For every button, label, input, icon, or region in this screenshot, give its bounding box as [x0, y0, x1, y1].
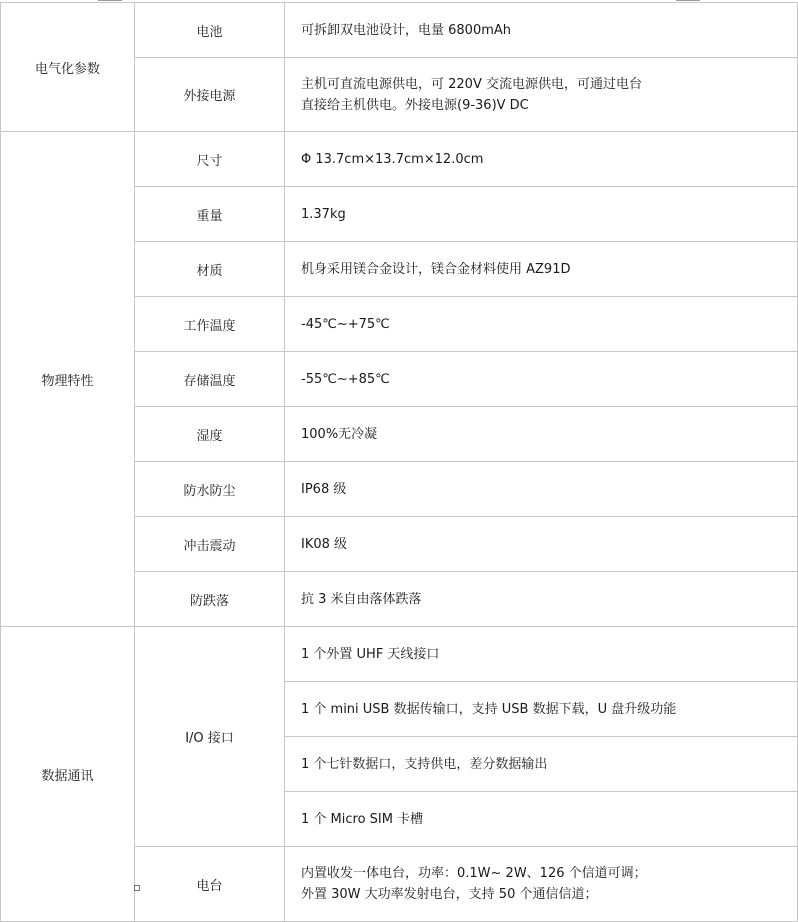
param-value: 抗 3 米自由落体跌落: [285, 572, 798, 627]
value-line: 内置收发一体电台，功率：0.1W~ 2W、126 个信道可调；: [301, 866, 647, 881]
value-line: 外置 30W 大功率发射电台，支持 50 个通信信道；: [301, 887, 598, 902]
param-name: 存储温度: [135, 352, 285, 407]
param-name: 重量: [135, 187, 285, 242]
param-name: 防水防尘: [135, 462, 285, 517]
category-cell: 电气化参数: [1, 3, 135, 132]
table-row: [1, 132, 798, 187]
param-name: 电池: [135, 3, 285, 58]
table-row: [1, 627, 798, 682]
param-value: IK08 级: [285, 517, 798, 572]
spec-table: [0, 2, 798, 922]
param-value: 1.37kg: [285, 187, 798, 242]
param-name: 湿度: [135, 407, 285, 462]
param-value: IP68 级: [285, 462, 798, 517]
param-value: 1 个七针数据口，支持供电，差分数据输出: [285, 737, 798, 792]
category-cell: 数据通讯: [1, 627, 135, 922]
value-line: 主机可直流电源供电，可 220V 交流电源供电，可通过电台: [301, 76, 642, 92]
param-name: I/O 接口: [135, 627, 285, 847]
param-value: 1 个 mini USB 数据传输口，支持 USB 数据下载，U 盘升级功能: [285, 682, 798, 737]
param-name: 电台: [135, 847, 285, 922]
param-value: 机身采用镁合金设计，镁合金材料使用 AZ91D: [285, 242, 798, 297]
anchor-marker: [134, 885, 140, 891]
param-value: 1 个外置 UHF 天线接口: [285, 627, 798, 682]
value-line: 直接给主机供电。外接电源(9-36)V DC: [301, 97, 529, 113]
param-value: -55℃~+85℃: [285, 352, 798, 407]
param-name: 防跌落: [135, 572, 285, 627]
param-value: [285, 847, 798, 922]
param-value: 100%无冷凝: [285, 407, 798, 462]
param-value: -45℃~+75℃: [285, 297, 798, 352]
param-value: 1 个 Micro SIM 卡槽: [285, 792, 798, 847]
param-value: [285, 58, 798, 132]
table-row: [1, 3, 798, 58]
category-cell: 物理特性: [1, 132, 135, 627]
param-name: 尺寸: [135, 132, 285, 187]
param-value: 可拆卸双电池设计，电量 6800mAh: [285, 3, 798, 58]
param-name: 冲击震动: [135, 517, 285, 572]
param-value: Φ 13.7cm×13.7cm×12.0cm: [285, 132, 798, 187]
param-name: 工作温度: [135, 297, 285, 352]
param-name: 外接电源: [135, 58, 285, 132]
param-name: 材质: [135, 242, 285, 297]
